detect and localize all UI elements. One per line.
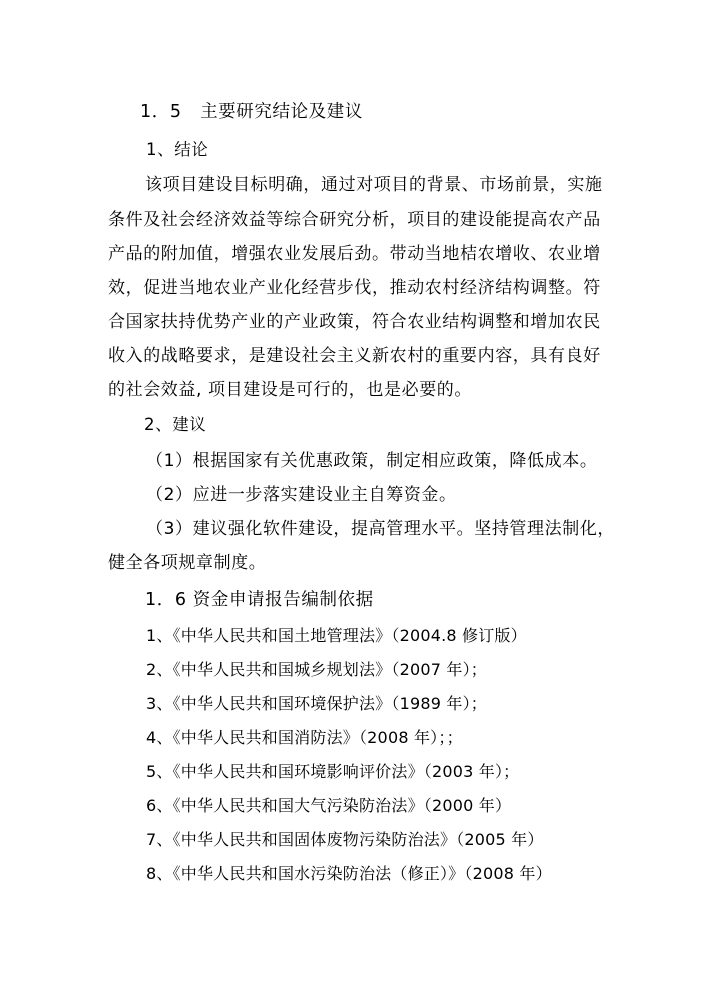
section-number: 1．5 bbox=[140, 102, 182, 122]
conclusion-line: 合国家扶持优势产业的产业政策，符合农业结构调整和增加农民 bbox=[108, 312, 601, 332]
law-item: 4、《中华人民共和国消防法》（2008 年）；； bbox=[146, 728, 463, 747]
law-item: 3、《中华人民共和国环境保护法》（1989 年）； bbox=[146, 694, 487, 713]
section-title: 资金申请报告编制依据 bbox=[192, 590, 374, 610]
conclusion-line: 该项目建设目标明确，通过对项目的背景、市场前景，实施 bbox=[145, 175, 603, 195]
section-number: 1．6 bbox=[145, 590, 187, 610]
law-item: 1、《中华人民共和国土地管理法》（2004.8 修订版） bbox=[146, 626, 527, 645]
law-item: 5、《中华人民共和国环境影响评价法》（2003 年）； bbox=[146, 762, 520, 781]
law-item: 7、《中华人民共和国固体废物污染防治法》（2005 年） bbox=[146, 830, 544, 849]
suggestion-heading: 2、建议 bbox=[144, 415, 207, 434]
conclusion-line: 效，促进当地农业产业化经营步伐，推动农村经济结构调整。符 bbox=[108, 278, 601, 298]
section-title: 主要研究结论及建议 bbox=[200, 102, 363, 122]
conclusion-line: 的社会效益, 项目建设是可行的，也是必要的。 bbox=[108, 380, 473, 400]
suggestion-item: （3）建议强化软件建设，提高管理水平。坚持管理法制化， bbox=[146, 519, 616, 539]
law-item: 8、《中华人民共和国水污染防治法（修正）》（2008 年） bbox=[146, 864, 552, 883]
law-item: 2、《中华人民共和国城乡规划法》（2007 年）； bbox=[146, 660, 487, 679]
conclusion-line: 条件及社会经济效益等综合研究分析，项目的建设能提高农产品 bbox=[108, 210, 601, 230]
suggestion-item: （2）应进一步落实建设业主自筹资金。 bbox=[146, 485, 457, 505]
law-item: 6、《中华人民共和国大气污染防治法》（2000 年） bbox=[146, 796, 512, 815]
suggestion-continuation: 健全各项规章制度。 bbox=[108, 553, 267, 573]
suggestion-item: （1）根据国家有关优惠政策，制定相应政策，降低成本。 bbox=[146, 451, 598, 471]
conclusion-line: 产品的附加值，增强农业发展后劲。带动当地桔农增收、农业增 bbox=[108, 244, 601, 264]
conclusion-heading: 1、结论 bbox=[146, 140, 209, 159]
section-1-6-heading bbox=[145, 589, 374, 611]
conclusion-line: 收入的战略要求，是建设社会主义新农村的重要内容，具有良好 bbox=[108, 346, 601, 366]
section-1-5-heading bbox=[140, 101, 363, 123]
